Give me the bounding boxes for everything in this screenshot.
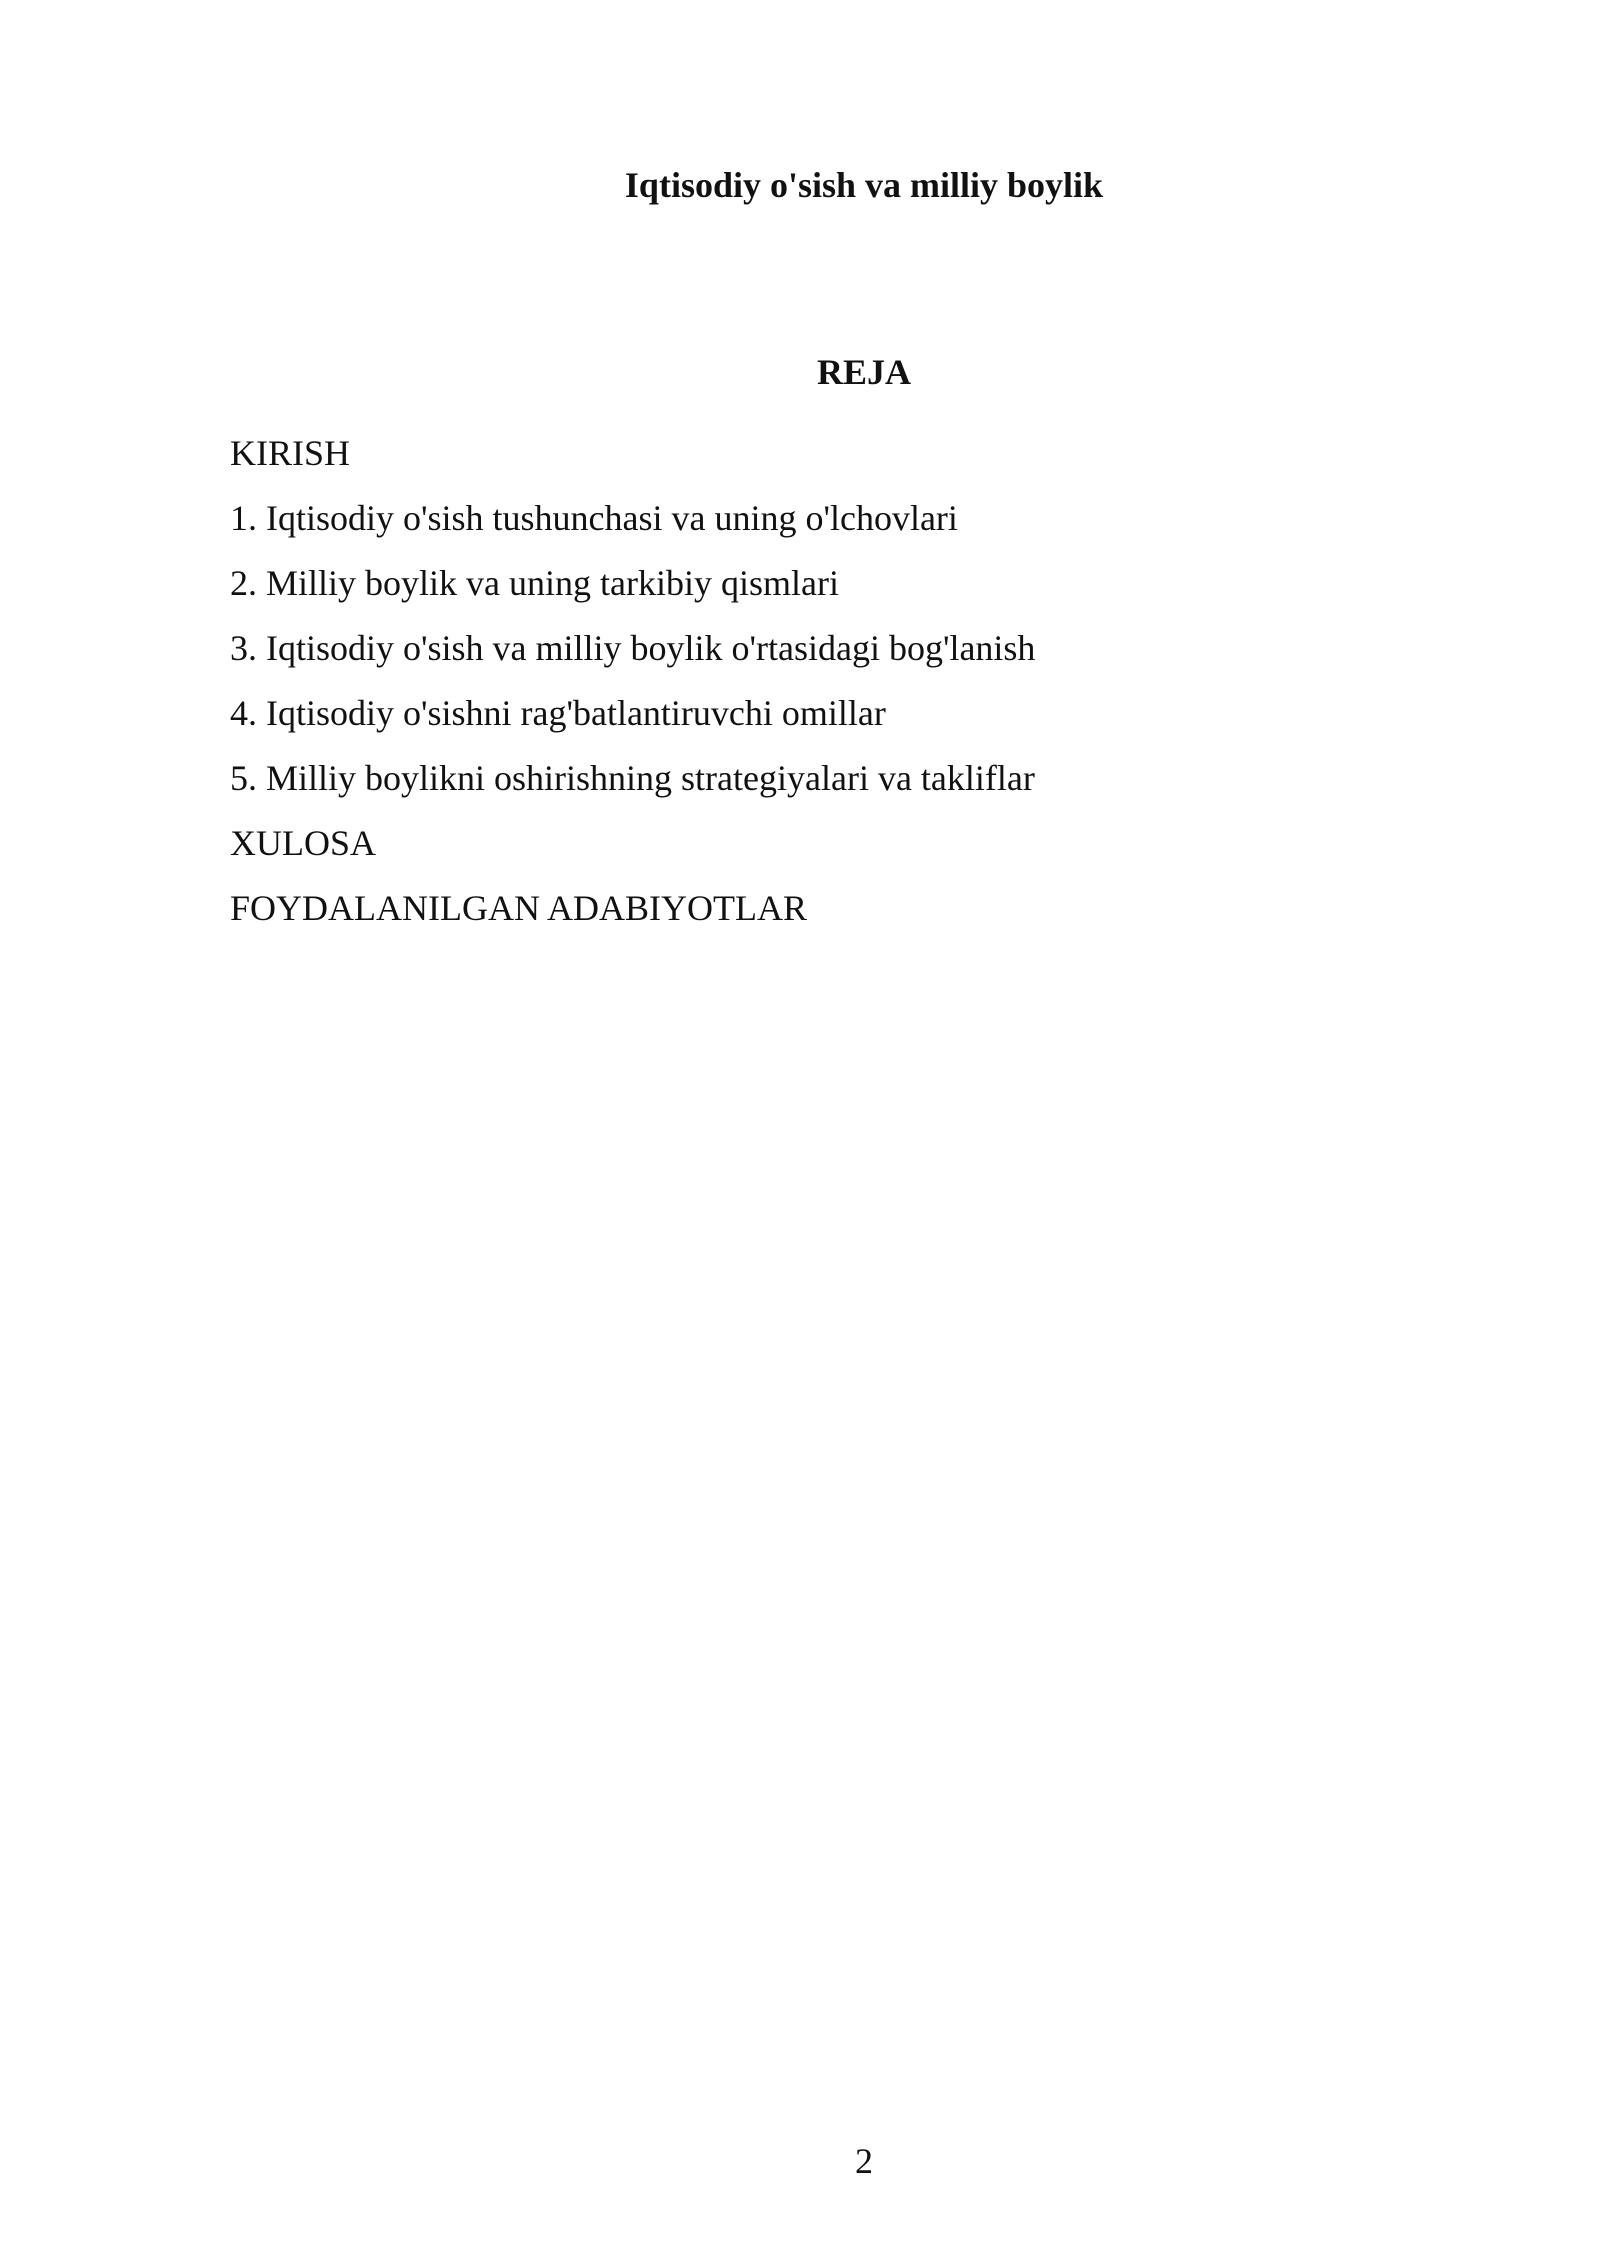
page-number: 2 <box>855 2141 873 2181</box>
plan-list <box>230 421 1035 941</box>
plan-item-1: 1. Iqtisodiy o'sish tushunchasi va uning o'lchovlari <box>230 498 958 538</box>
document-title: Iqtisodiy o'sish va milliy boylik <box>624 165 1104 205</box>
plan-item-2: 2. Milliy boylik va uning tarkibiy qismlari <box>230 563 839 603</box>
plan-item-conclusion: XULOSA <box>230 823 377 863</box>
plan-heading: REJA <box>816 352 911 392</box>
plan-item-5: 5. Milliy boylikni oshirishning strategiyalari va takliflar <box>230 758 1035 798</box>
plan-item-3: 3. Iqtisodiy o'sish va milliy boylik o'rtasidagi bog'lanish <box>230 628 1036 668</box>
plan-item-references: FOYDALANILGAN ADABIYOTLAR <box>230 888 807 928</box>
plan-item-intro: KIRISH <box>230 433 351 473</box>
plan-item-4: 4. Iqtisodiy o'sishni rag'batlantiruvchi omillar <box>230 693 886 733</box>
